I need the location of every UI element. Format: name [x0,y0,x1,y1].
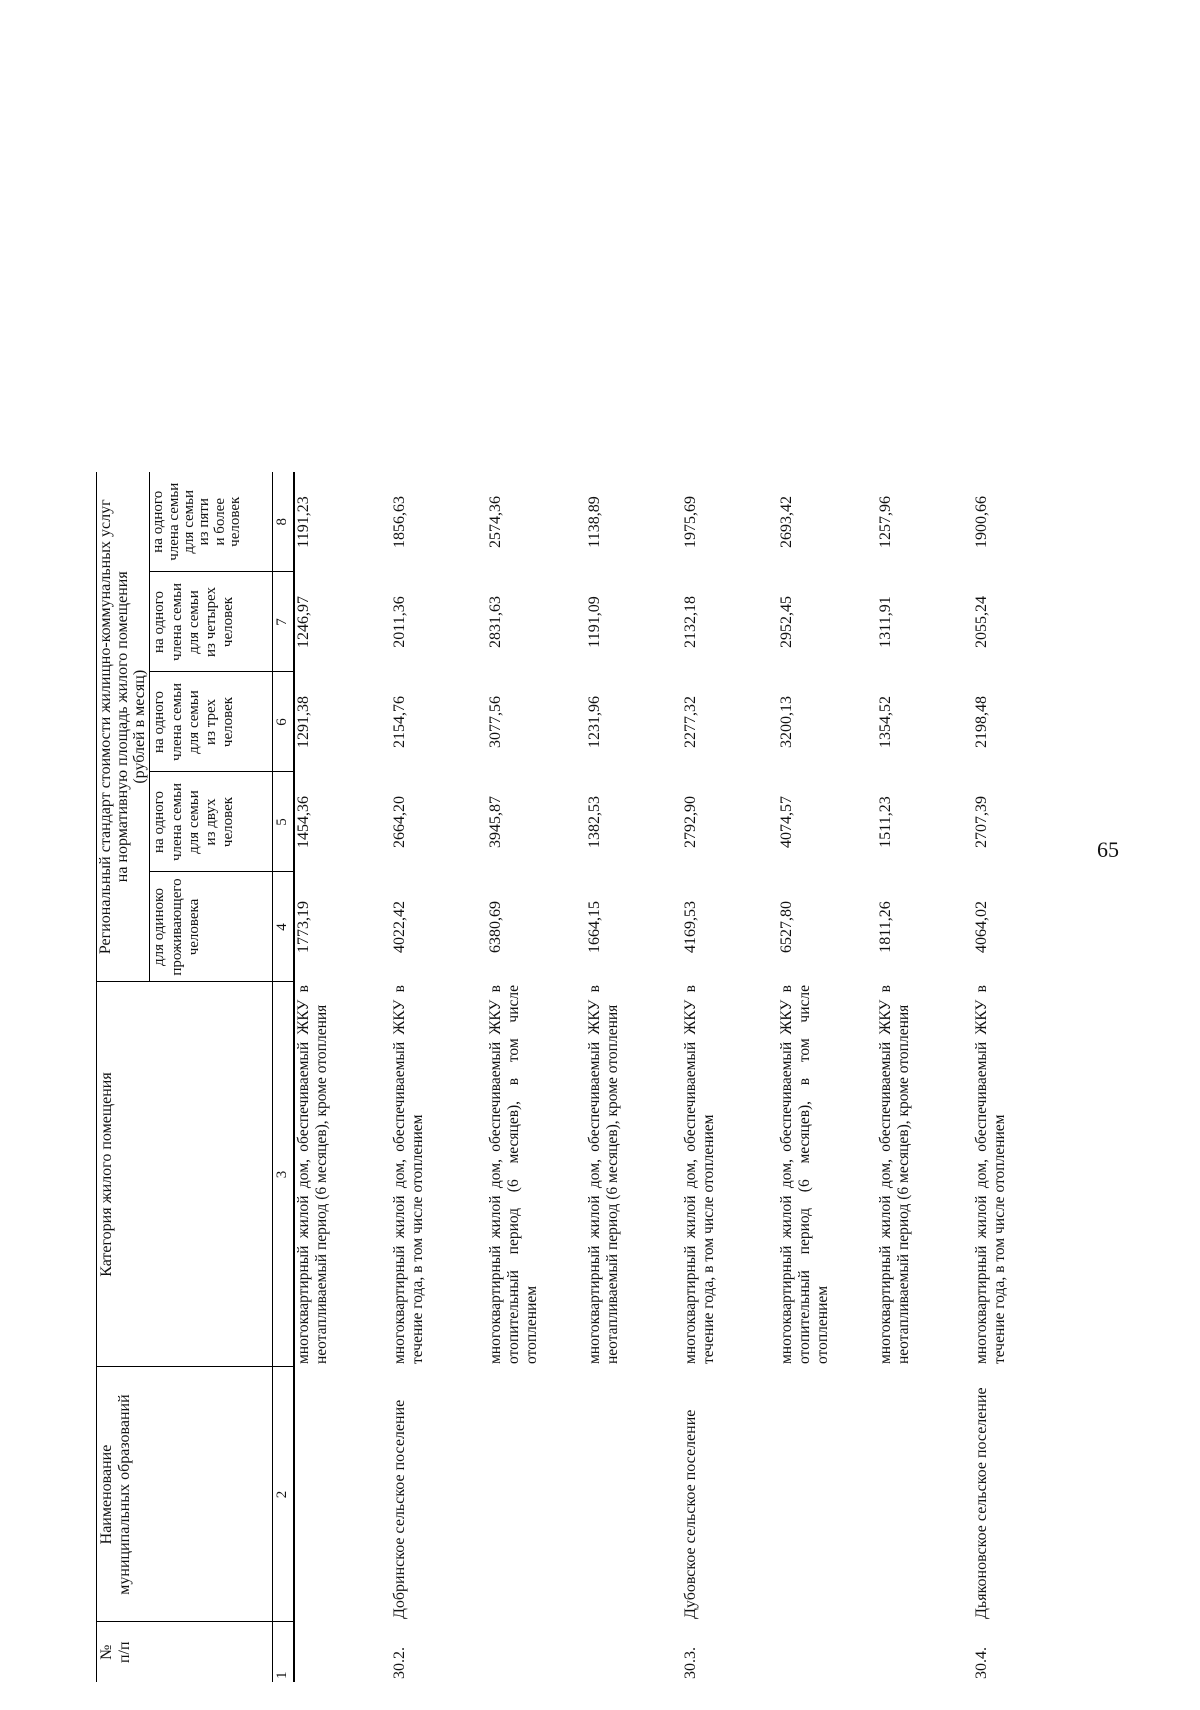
value-family-4: 1246,97 [294,596,312,648]
row-number [778,1622,877,1682]
municipality-name [778,1367,877,1622]
value-family-4: 1311,91 [876,596,894,648]
col-number: 5 [273,772,294,872]
column-numbers-row [273,472,294,1682]
col-number: 3 [273,982,294,1367]
housing-category: многоквартирный жилой дом, обеспечиваемый ЖКУ в отопительный период (6 месяцев), в том числе отоплением [777,985,831,1364]
header-family-3: на одного члена семьи для семьи из трех человек [150,672,273,772]
value-single: 1664,15 [585,901,603,953]
value-family-5: 1975,69 [681,496,699,548]
municipality-name [586,1367,682,1622]
table-row [877,472,973,1682]
value-family-5: 2693,42 [777,496,795,548]
value-family-4: 2132,18 [681,596,699,648]
value-family-5: 1191,23 [294,496,312,548]
table-row [294,472,391,1682]
header-municipality: Наименование муниципальных образований [97,1367,273,1622]
municipality-name [877,1367,973,1622]
value-family-5: 1138,89 [585,496,603,548]
value-single: 4169,53 [681,901,699,953]
municipality-name: Дубовское сельское поселение [681,1409,699,1619]
col-number: 2 [273,1367,294,1622]
row-number [877,1622,973,1682]
value-family-2: 1454,36 [294,796,312,848]
header-single: для одиноко проживающего человека [150,872,273,982]
col-number: 6 [273,672,294,772]
table-row [586,472,682,1682]
value-family-3: 2198,48 [972,696,990,748]
municipality-name: Дьяконовское сельское поселение [972,1387,990,1619]
value-single: 6380,69 [486,901,504,953]
housing-category: многоквартирный жилой дом, обеспечиваемый ЖКУ в неотапливаемый период (6 месяцев), кроме отопления [876,985,912,1364]
row-number [586,1622,682,1682]
col-number: 4 [273,872,294,982]
table-row [682,472,778,1682]
row-number: 30.4. [972,1647,990,1679]
value-family-5: 2574,36 [486,496,504,548]
page-number: 65 [1097,837,1119,862]
row-number: 30.2. [390,1647,408,1679]
col-number: 1 [273,1622,294,1682]
value-family-2: 2664,20 [390,796,408,848]
value-family-2: 1382,53 [585,796,603,848]
header-family-4: на одного члена семьи для семьи из четырех человек [150,572,273,672]
value-single: 6527,80 [777,901,795,953]
row-number [294,1622,391,1682]
header-family-5: на одного члена семьи для семьи из пяти и более человек [150,472,273,572]
value-family-4: 1191,09 [585,596,603,648]
value-family-3: 1231,96 [585,696,603,748]
municipality-name [294,1367,391,1622]
header-num: № п/п [97,1622,273,1682]
value-family-4: 2952,45 [777,596,795,648]
value-single: 1773,19 [294,901,312,953]
table-row [778,472,877,1682]
municipality-name: Добринское сельское поселение [390,1399,408,1619]
housing-category: многоквартирный жилой дом, обеспечиваемый ЖКУ в течение года, в том числе отоплением [390,985,426,1364]
value-family-3: 1354,52 [876,696,894,748]
table-row [973,472,1069,1682]
housing-category: многоквартирный жилой дом, обеспечиваемый ЖКУ в неотапливаемый период (6 месяцев), кроме отопления [294,985,330,1364]
value-single: 4064,02 [972,901,990,953]
municipality-name [487,1367,586,1622]
housing-category: многоквартирный жилой дом, обеспечиваемый ЖКУ в течение года, в том числе отоплением [681,985,717,1364]
value-family-2: 3945,87 [486,796,504,848]
value-family-2: 2792,90 [681,796,699,848]
value-family-2: 4074,57 [777,796,795,848]
col-number: 8 [273,472,294,572]
housing-category: многоквартирный жилой дом, обеспечиваемый ЖКУ в течение года, в том числе отоплением [972,985,1008,1364]
value-single: 1811,26 [876,901,894,953]
header-regional-standard: Региональный стандарт стоимости жилищно-коммунальных услуг на нормативную площадь жилого помещения (рублей в месяц) [97,472,150,982]
value-family-2: 1511,23 [876,796,894,848]
value-family-3: 3077,56 [486,696,504,748]
housing-standard-table [96,472,1069,1682]
value-family-5: 1257,96 [876,496,894,548]
value-family-4: 2831,63 [486,596,504,648]
value-family-3: 3200,13 [777,696,795,748]
value-family-4: 2011,36 [390,596,408,648]
table-row [391,472,487,1682]
value-family-3: 1291,38 [294,696,312,748]
col-number: 7 [273,572,294,672]
table-row [487,472,586,1682]
row-number: 30.3. [681,1647,699,1679]
value-family-3: 2154,76 [390,696,408,748]
housing-category: многоквартирный жилой дом, обеспечиваемый ЖКУ в неотапливаемый период (6 месяцев), кроме отопления [585,985,621,1364]
value-family-5: 1856,63 [390,496,408,548]
header-category: Категория жилого помещения [97,982,273,1367]
value-family-3: 2277,32 [681,696,699,748]
header-family-2: на одного члена семьи для семьи из двух человек [150,772,273,872]
value-family-5: 1900,66 [972,496,990,548]
housing-category: многоквартирный жилой дом, обеспечиваемый ЖКУ в отопительный период (6 месяцев), в том числе отоплением [486,985,540,1364]
value-single: 4022,42 [390,901,408,953]
value-family-4: 2055,24 [972,596,990,648]
value-family-2: 2707,39 [972,796,990,848]
row-number [487,1622,586,1682]
